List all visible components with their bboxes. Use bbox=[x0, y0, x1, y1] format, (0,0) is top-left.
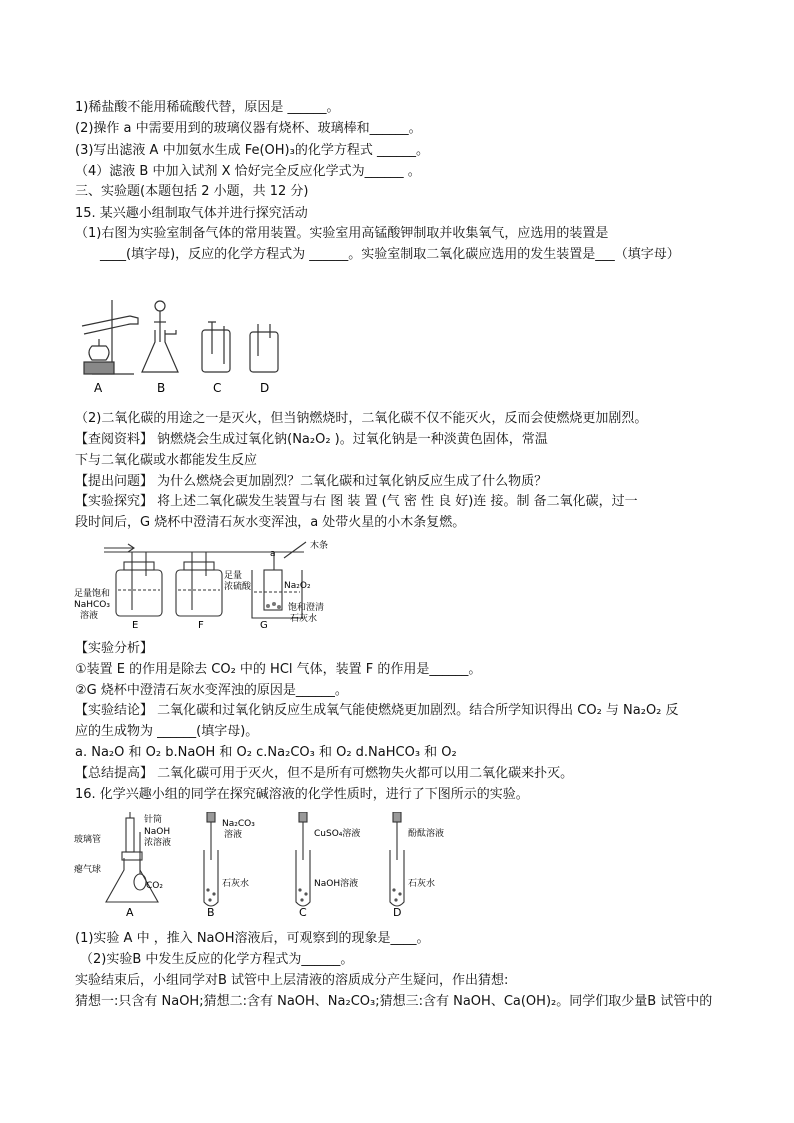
label-g-1: 饱和澄清 bbox=[288, 603, 325, 613]
question-line: 【提出问题】 为什么燃烧会更加剧烈？二氧化碳和过氧化钠反应生成了什么物质？ bbox=[75, 474, 548, 489]
q16-line-3: 实验结束后，小组同学对B 试管中上层清液的溶质成分产生疑问，作出猜想: bbox=[75, 973, 509, 988]
fig3-label-b: B bbox=[207, 906, 215, 919]
explore-line-2: 段时间后，G 烧杯中澄清石灰水变浑浊，a 处带火星的小木条复燃。 bbox=[75, 515, 466, 530]
q14-line-3: (3)写出滤液 A 中加氨水生成 Fe(OH)₃的化学方程式 ______。 bbox=[75, 143, 429, 158]
label-e-2: NaHCO₃ bbox=[74, 600, 110, 610]
c-naoh: NaOH溶液 bbox=[314, 879, 359, 889]
a-co2: CO₂ bbox=[146, 881, 163, 891]
b-na2co3: Na₂CO₃ bbox=[222, 819, 255, 829]
section-heading: 三、实验题(本题包括 2 小题，共 12 分) bbox=[75, 184, 309, 199]
b-solution: 溶液 bbox=[224, 830, 243, 840]
explore-line-1: 【实验探究】 将上述二氧化碳发生装置与右 图 装 置 (气 密 性 良 好)连 接。制 备二氧化碳，过一 bbox=[75, 494, 638, 509]
q16-line-4: 猜想一:只含有 NaOH;猜想二:含有 NaOH、Na₂CO₃;猜想三:含有 NaOH、Ca(OH)₂。同学们取少量B 试管中的 bbox=[75, 994, 713, 1009]
analysis-heading: 【实验分析】 bbox=[75, 641, 154, 656]
label-mutiao: 木条 bbox=[310, 541, 329, 551]
conclusion-line-2: 应的生成物为 ______(填字母)。 bbox=[75, 724, 259, 739]
q16-title: 16. 化学兴趣小组的同学在探究碱溶液的化学性质时，进行了下图所示的实验。 bbox=[75, 787, 529, 802]
label-point-a: a bbox=[270, 549, 276, 559]
label-g-2: 石灰水 bbox=[290, 614, 318, 624]
q15-part2: （2)二氧化碳的用途之一是灭火，但当钠燃烧时，二氧化碳不仅不能灭火，反而会使燃烧更加剧烈。 bbox=[75, 411, 648, 426]
q14-line-1: 1)稀盐酸不能用稀硫酸代替，原因是 ______。 bbox=[75, 100, 340, 115]
fig1-label-c: C bbox=[213, 381, 222, 395]
label-f-1: 足量 bbox=[224, 571, 243, 581]
a-syringe: 针筒 bbox=[144, 815, 163, 825]
b-limewater: 石灰水 bbox=[222, 879, 250, 889]
info-line-1: 【查阅资料】 钠燃烧会生成过氧化钠(Na₂O₂ )。过氧化钠是一种淡黄色固体，常温 bbox=[75, 432, 548, 447]
fig3-label-a: A bbox=[126, 906, 134, 919]
q14-line-2: (2)操作 a 中需要用到的玻璃仪器有烧杯、玻璃棒和______。 bbox=[75, 121, 422, 136]
label-na2o2: Na₂O₂ bbox=[284, 581, 311, 591]
d-phenolphthalein: 酚酞溶液 bbox=[408, 829, 445, 839]
summary-line: 【总结提高】 二氧化碳可用于灭火，但不是所有可燃物失火都可以用二氧化碳来扑灭。 bbox=[75, 766, 574, 781]
q15-part1-line1: （1)右图为实验室制备气体的常用装置。实验室用高锰酸钾制取并收集氧气，应选用的装置是 bbox=[75, 226, 609, 241]
q15-part1-line2: ____(填字母)，反应的化学方程式为 ______。实验室制取二氧化碳应选用的发生装置是___（填字母） bbox=[100, 247, 680, 262]
fig1-label-b: B bbox=[157, 381, 166, 395]
apparatus-figure-3 bbox=[74, 812, 474, 920]
options-line: a. Na₂O 和 O₂ b.NaOH 和 O₂ c.Na₂CO₃ 和 O₂ d.NaHCO₃ 和 O₂ bbox=[75, 745, 457, 760]
fig3-label-c: C bbox=[299, 906, 307, 919]
label-e-1: 足量饱和 bbox=[74, 589, 111, 599]
q16-part1: (1)实验 A 中 ，推入 NaOH溶液后，可观察到的现象是____。 bbox=[75, 931, 430, 946]
analysis-1: ①装置 E 的作用是除去 CO₂ 中的 HCl 气体，装置 F 的作用是______。 bbox=[75, 662, 482, 677]
fig2-label-g: G bbox=[260, 620, 268, 630]
a-glass-tube: 玻璃管 bbox=[74, 835, 102, 845]
q16-part2: （2)实验B 中发生反应的化学方程式为______。 bbox=[80, 952, 354, 967]
fig2-label-e: E bbox=[132, 620, 139, 630]
label-f-2: 浓硫酸 bbox=[224, 582, 252, 592]
a-conc: 浓溶液 bbox=[144, 838, 172, 848]
label-e-3: 溶液 bbox=[80, 611, 99, 621]
fig2-label-f: F bbox=[198, 620, 204, 630]
apparatus-figure-2 bbox=[74, 540, 344, 630]
fig3-label-d: D bbox=[393, 906, 402, 919]
conclusion-line-1: 【实验结论】 二氧化碳和过氧化钠反应生成氧气能使燃烧更加剧烈。结合所学知识得出 CO₂ 与 Na₂O₂ 反 bbox=[75, 703, 679, 718]
q15-title: 15. 某兴趣小组制取气体并进行探究活动 bbox=[75, 206, 308, 221]
fig1-label-d: D bbox=[260, 381, 270, 395]
apparatus-figure-1 bbox=[72, 292, 282, 400]
analysis-2: ②G 烧杯中澄清石灰水变浑浊的原因是______。 bbox=[75, 683, 348, 698]
q14-line-4: （4）滤液 B 中加入试剂 X 恰好完全反应化学式为______ 。 bbox=[75, 164, 421, 179]
d-limewater: 石灰水 bbox=[408, 879, 436, 889]
a-balloon: 瘪气球 bbox=[74, 865, 102, 875]
info-line-2: 下与二氧化碳或水都能发生反应 bbox=[75, 453, 258, 468]
fig1-label-a: A bbox=[94, 381, 103, 395]
c-cuso4: CuSO₄溶液 bbox=[314, 829, 361, 839]
a-naoh: NaOH bbox=[144, 827, 171, 837]
